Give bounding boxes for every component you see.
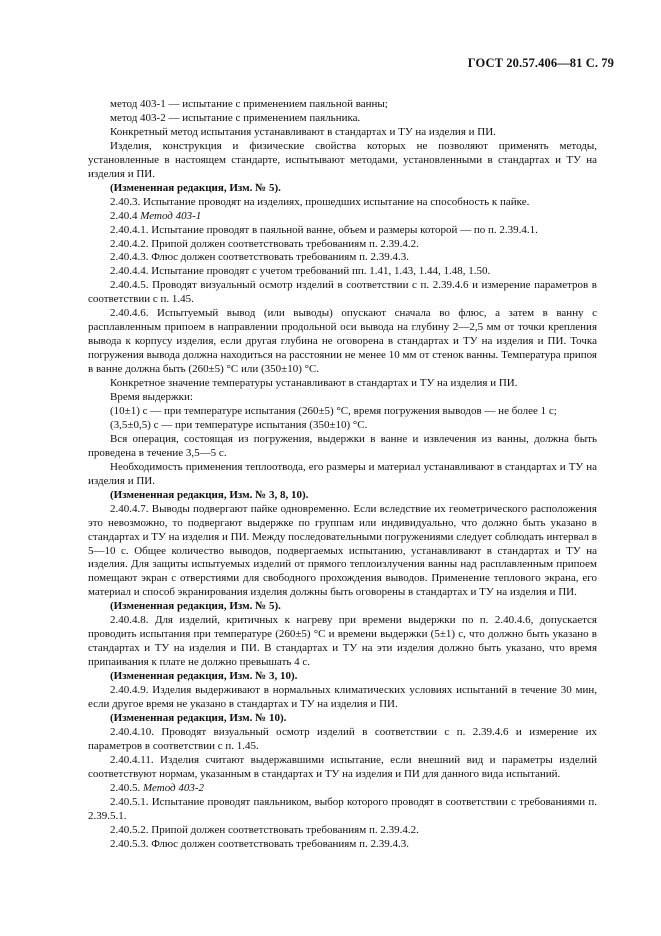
amendment-note: (Измененная редакция, Изм. № 5). [110,181,281,194]
paragraph: 2.40.5.2. Припой должен соответствовать требованиям п. 2.39.4.2. [110,823,419,836]
paragraph: Изделия, конструкция и физические свойства которых не позволяют применять методы, установленные в настоящем стандарте, испытывают методами, установленными в стандартах и ТУ на изделия и ПИ. [88,139,597,180]
paragraph: 2.40.4.9. Изделия выдерживают в нормальных климатических условиях испытаний в течение 30 мин, если другое время не указано в стандартах и ТУ на изделия и ПИ. [88,684,597,710]
section-number: 2.40.5. [110,781,143,794]
paragraph: метод 403-2 — испытание с применением паяльника. [110,111,361,124]
paragraph: метод 403-1 — испытание с применением паяльной ванны; [110,98,388,110]
section-number: 2.40.4 [110,209,141,222]
paragraph: 2.40.5.3. Флюс должен соответствовать требованиям п. 2.39.4.3. [110,837,409,850]
paragraph: 2.40.4.1. Испытание проводят в паяльной ванне, объем и размеры которой — по п. 2.39.4.1. [110,223,538,236]
section-heading [88,210,597,224]
paragraph: 2.40.5.1. Испытание проводят паяльником, выбор которого проводят в соответствии с требованиями п. 2.39.5.1. [88,795,597,822]
paragraph: (10±1) с — при температуре испытания (260±5) °С, время погружения выводов — не более 1 с; [110,404,557,417]
amendment-note: (Измененная редакция, Изм. № 10). [110,711,287,724]
paragraph: 2.40.4.10. Проводят визуальный осмотр изделий в соответствии с п. 2.39.4.6 и измерение их параметров в соответствии с п. 1.45. [88,725,597,752]
paragraph: 2.40.4.6. Испытуемый вывод (или выводы) опускают сначала во флюс, а затем в ванну с расплавленным припоем в направлении продольной оси вывода на глубину 2—2,5 мм от точки крепления вывода к корпусу изделия, если другая глубина не оговорена в стандартах и ТУ на изделия и ПИ. Точка погружения вывода должна находиться на расстоянии не менее 10 мм от стенок ванны. Температура припоя в ванне должна быть (260±5) °С или (350±10) °С. [88,307,597,376]
paragraph: Вся операция, состоящая из погружения, выдержки в ванне и извлечения из ванны, должна быть проведена в течение 3,5—5 с. [88,432,597,459]
paragraph: Конкретный метод испытания устанавливают в стандартах и ТУ на изделия и ПИ. [110,125,496,138]
paragraph: 2.40.4.5. Проводят визуальный осмотр изделий в соответствии с п. 2.39.4.6 и измерение параметров в соответствии с п. 1.45. [88,279,597,306]
document-body [88,98,597,851]
section-title: Метод 403-2 [143,781,205,794]
paragraph: 2.40.4.7. Выводы подвергают пайке одновременно. Если вследствие их геометрического расположения это невозможно, то подвергают выдержке по группам или индивидуально, что должно быть указано в стандартах и ТУ на изделия и ПИ. Между последовательными погружениями следует соблюдать интервал в 5—10 с. Общее количество выводов, подвергаемых испытанию, устанавливают в стандартах и ТУ на изделия. Для защиты испытуемых изделий от прямого теплоизлучения ванны над расплавленным припоем помещают экран с отверстиями для свободного прохождения выводов. Применение теплового экрана, его материал и способ экранирования изделия должны быть оговорены в стандартах и ТУ на изделия и ПИ. [88,502,597,599]
amendment-note: (Измененная редакция, Изм. № 5). [110,600,281,613]
paragraph: Время выдержки: [110,391,193,404]
paragraph: 2.40.4.4. Испытание проводят с учетом требований пп. 1.41, 1.43, 1.44, 1.48, 1.50. [110,265,491,278]
paragraph: Необходимость применения теплоотвода, его размеры и материал устанавливают в стандартах и ТУ на изделия и ПИ. [88,460,597,487]
running-header: ГОСТ 20.57.406—81 С. 79 [467,56,614,70]
amendment-note: (Измененная редакция, Изм. № 3, 8, 10). [110,488,309,501]
section-heading [88,782,597,796]
paragraph: (3,5±0,5) с — при температуре испытания (350±10) °С. [110,418,368,431]
amendment-note: (Измененная редакция, Изм. № 3, 10). [110,670,298,683]
paragraph: 2.40.4.11. Изделия считают выдержавшими испытание, если внешний вид и параметры изделий соответствуют нормам, указанным в стандартах и ТУ на изделия и ПИ для данного вида испытаний. [88,753,597,780]
paragraph: 2.40.3. Испытание проводят на изделиях, прошедших испытание на способность к пайке. [110,195,530,208]
section-title: Метод 403-1 [140,209,202,222]
paragraph: Конкретное значение температуры устанавливают в стандартах и ТУ на изделия и ПИ. [110,377,518,390]
paragraph: 2.40.4.3. Флюс должен соответствовать требованиям п. 2.39.4.3. [110,251,409,264]
paragraph: 2.40.4.8. Для изделий, критичных к нагреву при времени выдержки по п. 2.40.4.6, допускается проводить испытания при температуре (260±5) °С и времени выдержки (5±1) с, что должно быть указано в стандартах и ТУ на изделия и ПИ. В стандартах и ТУ на эти изделия должно быть указано, что время припаивания к плате не должно превышать 4 с. [88,614,597,669]
paragraph: 2.40.4.2. Припой должен соответствовать требованиям п. 2.39.4.2. [110,237,419,250]
